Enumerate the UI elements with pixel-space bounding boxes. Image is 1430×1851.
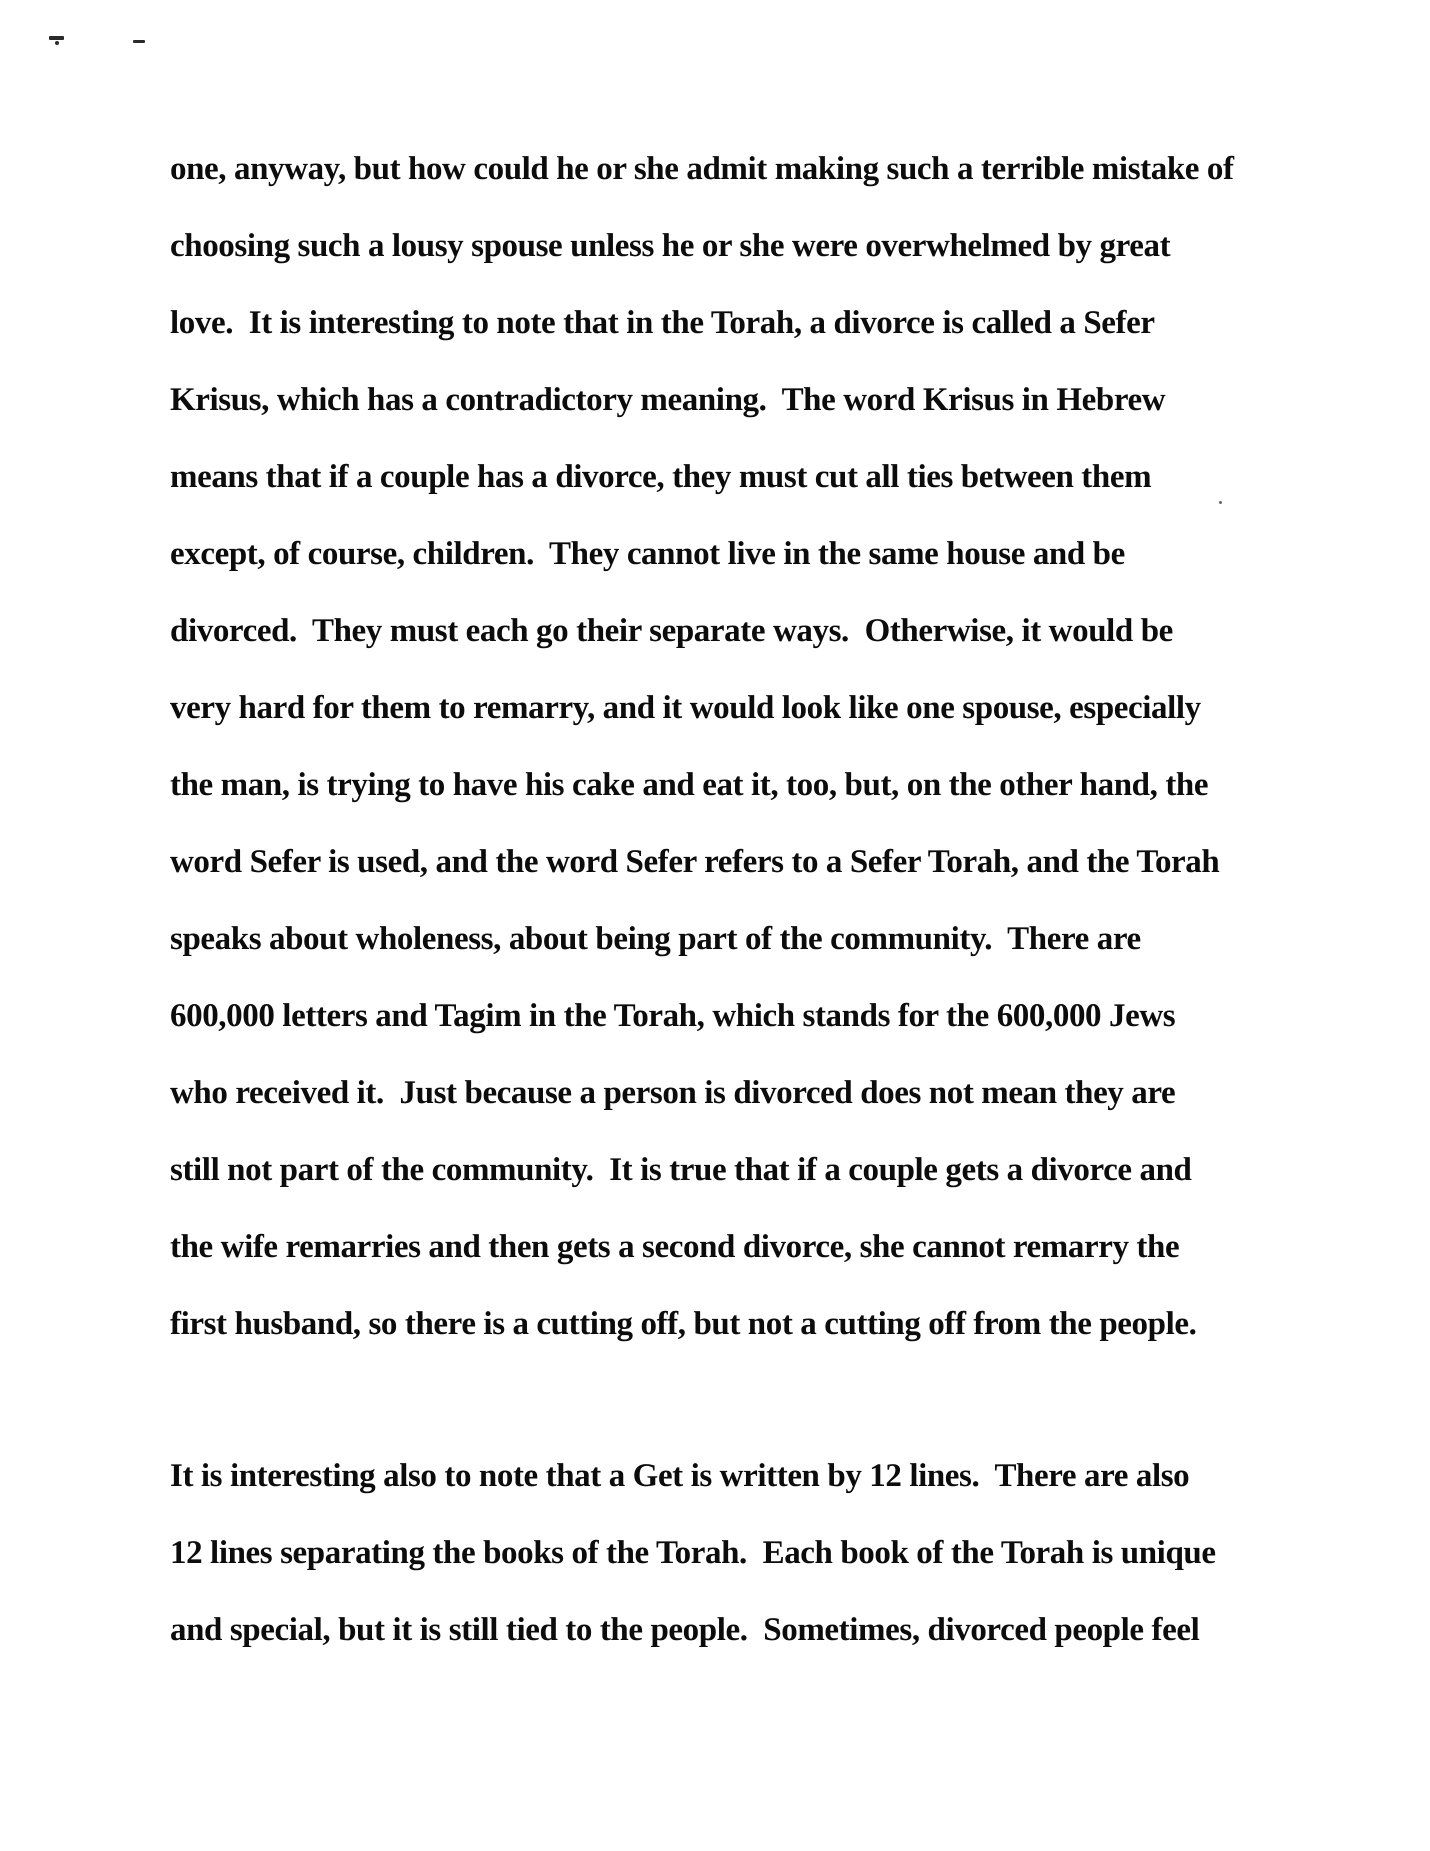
text-line: except, of course, children. They cannot live in the same house and be bbox=[170, 536, 1125, 572]
text-line: choosing such a lousy spouse unless he or she were overwhelmed by great bbox=[170, 228, 1171, 264]
text-line: love. It is interesting to note that in the Torah, a divorce is called a Sefer bbox=[170, 305, 1155, 341]
scan-artifact-dot bbox=[55, 41, 59, 45]
text-line: It is interesting also to note that a Get is written by 12 lines. There are also bbox=[170, 1458, 1190, 1494]
text-line: speaks about wholeness, about being part of the community. There are bbox=[170, 921, 1141, 957]
text-line: very hard for them to remarry, and it would look like one spouse, especially bbox=[170, 690, 1201, 726]
text-line: divorced. They must each go their separate ways. Otherwise, it would be bbox=[170, 613, 1173, 649]
text-line: Krisus, which has a contradictory meaning. The word Krisus in Hebrew bbox=[170, 382, 1166, 418]
text-line: means that if a couple has a divorce, they must cut all ties between them bbox=[170, 459, 1152, 495]
text-line: 12 lines separating the books of the Torah. Each book of the Torah is unique bbox=[170, 1535, 1216, 1571]
scan-artifact-dash bbox=[49, 36, 64, 40]
paragraph-1 bbox=[170, 131, 1330, 1363]
text-line: 600,000 letters and Tagim in the Torah, which stands for the 600,000 Jews bbox=[170, 998, 1176, 1034]
text-line: the wife remarries and then gets a second divorce, she cannot remarry the bbox=[170, 1229, 1180, 1265]
text-line: the man, is trying to have his cake and eat it, too, but, on the other hand, the bbox=[170, 767, 1209, 803]
text-line: who received it. Just because a person is divorced does not mean they are bbox=[170, 1075, 1176, 1111]
text-line: still not part of the community. It is true that if a couple gets a divorce and bbox=[170, 1152, 1192, 1188]
text-line: one, anyway, but how could he or she admit making such a terrible mistake of bbox=[170, 151, 1234, 187]
text-line: word Sefer is used, and the word Sefer refers to a Sefer Torah, and the Torah bbox=[170, 844, 1220, 880]
document-body bbox=[170, 131, 1330, 1669]
text-line: first husband, so there is a cutting off, but not a cutting off from the people. bbox=[170, 1306, 1197, 1342]
scan-artifact-dash bbox=[133, 40, 145, 43]
paragraph-2 bbox=[170, 1438, 1330, 1669]
text-line: and special, but it is still tied to the people. Sometimes, divorced people feel bbox=[170, 1612, 1200, 1648]
